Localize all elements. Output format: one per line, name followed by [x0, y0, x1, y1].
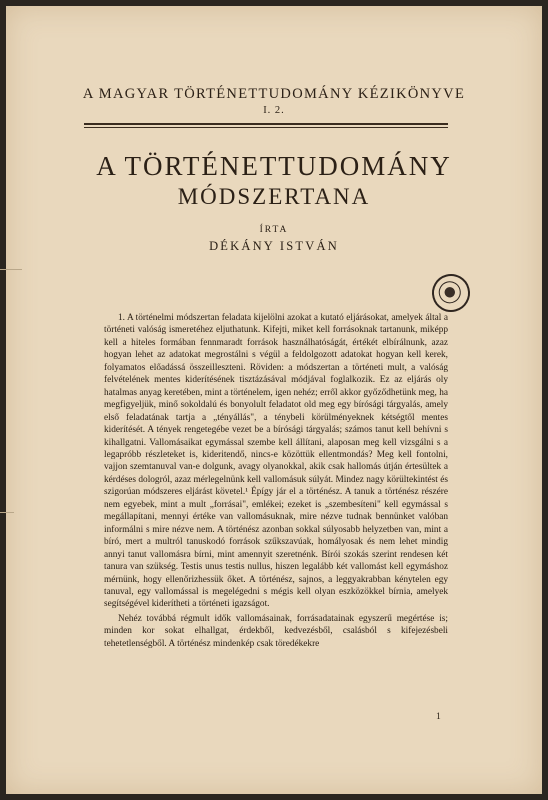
edge-mark — [0, 512, 14, 513]
paragraph: 1. A történelmi módszertan feladata kijelölni azokat a kutató eljárásokat, amelyek által a történeti valóság ismeretéhez eljuthatunk. Kifejti, miket kell forrásoknak tartanunk, miképp kell a hiteles formában fennmaradt források használhatóságát, értékét elbírálnunk, azaz hogyan lehet az adatokat megrostálni s végül a feldolgozott adatokat hogyan kell kerek, folyamatos előadássá összeilleszteni. Röviden: a módszertan a történeti mult, a valóság felvételének mentes kiderítésének tisztázásával módjával foglalkozik. Ez az eljárás oly hatalmas anyag keretében, mint a történelem, igen nehéz; erről akkor győződhetünk meg, ha megfigyeljük, minő sokoldalú és bonyolult feladatot old meg egy bírósági tárgyalás, amely első feladatának tartja a „tényállás", a ténybeli körülményeknek kétségtől mentes kiderítését. A tények rengetegébe vezet be a bírósági tárgyalás; számos tanut kell behívni s kihallgatni. Vallomásaikat egymással szembe kell állítani, alaposan meg kell vizsgálni s a legapróbb részleteket is, kideritendő, nincs-e közöttük ellentmondás? Meg kell fontolni, vajjon szemtanuval van-e dolgunk, avagy olyanokkal, akik csak hallomás útján értesültek a kérdéses dologról, azaz mérlegelnünk kell vallomásuk súlyát. Mindez nagy körültekintést és szigorúan módszeres eljárást követel.¹ Épígy jár el a történész. A tanuk a történész részére nem egyebek, mint a mult „forrásai", emlékei; ezeket is „szembesíteni" kell egymással s megállapítani, mennyi értéke van vallomásuknak, mire nézve tudnak bennünket valóban informálni s mire nézve nem. A történész azonban sokkal súlyosabb helyzetben van, mint a bíró, mert a multról tanuskodó források szűkszavúak, homályosak és nem lehet mindig annyi tanut vallomásra bírni, mint amennyit szeretnénk. Bírói szokás szerint rendesen két tanura van szükség. Testis unus testis nullus, hiszen legalább két vallomást kell egymáshoz mérnünk, hogy ellenőrizhessük őket. A történész, sajnos, a leggyakrabban kénytelen egy tanuval, egy vallomással is megelégedni s mégis kell olyan eszközökkel bírnia, amelyek segítségével kiderítheti a történeti igazságot. — [104, 313, 448, 610]
byline-label: ÍRTA — [259, 225, 289, 235]
edge-mark — [0, 269, 22, 270]
header-rule — [84, 123, 448, 125]
page-number: 1 — [436, 712, 441, 722]
main-title-line2: MÓDSZERTANA — [177, 184, 371, 209]
series-title: A MAGYAR TÖRTÉNETTUDOMÁNY KÉZIKÖNYVE — [82, 86, 466, 102]
library-stamp-icon — [428, 270, 475, 317]
header-rule-thin — [84, 127, 448, 128]
main-title: A TÖRTÉNETTUDOMÁNY — [96, 151, 452, 181]
document-page — [6, 6, 542, 794]
author-name: DÉKÁNY ISTVÁN — [209, 239, 339, 253]
volume-number: I. 2. — [263, 105, 285, 116]
paragraph: Nehéz továbbá régmult idők vallomásainak, forrásadatainak egyszerű megértése is; minden kor sokat elhallgat, érdekből, kedvezésből, csalásból s kifejezésbeli tehetetlenségből. A történész mindenkép csak töredékekre — [104, 613, 448, 649]
body-text — [104, 312, 448, 650]
